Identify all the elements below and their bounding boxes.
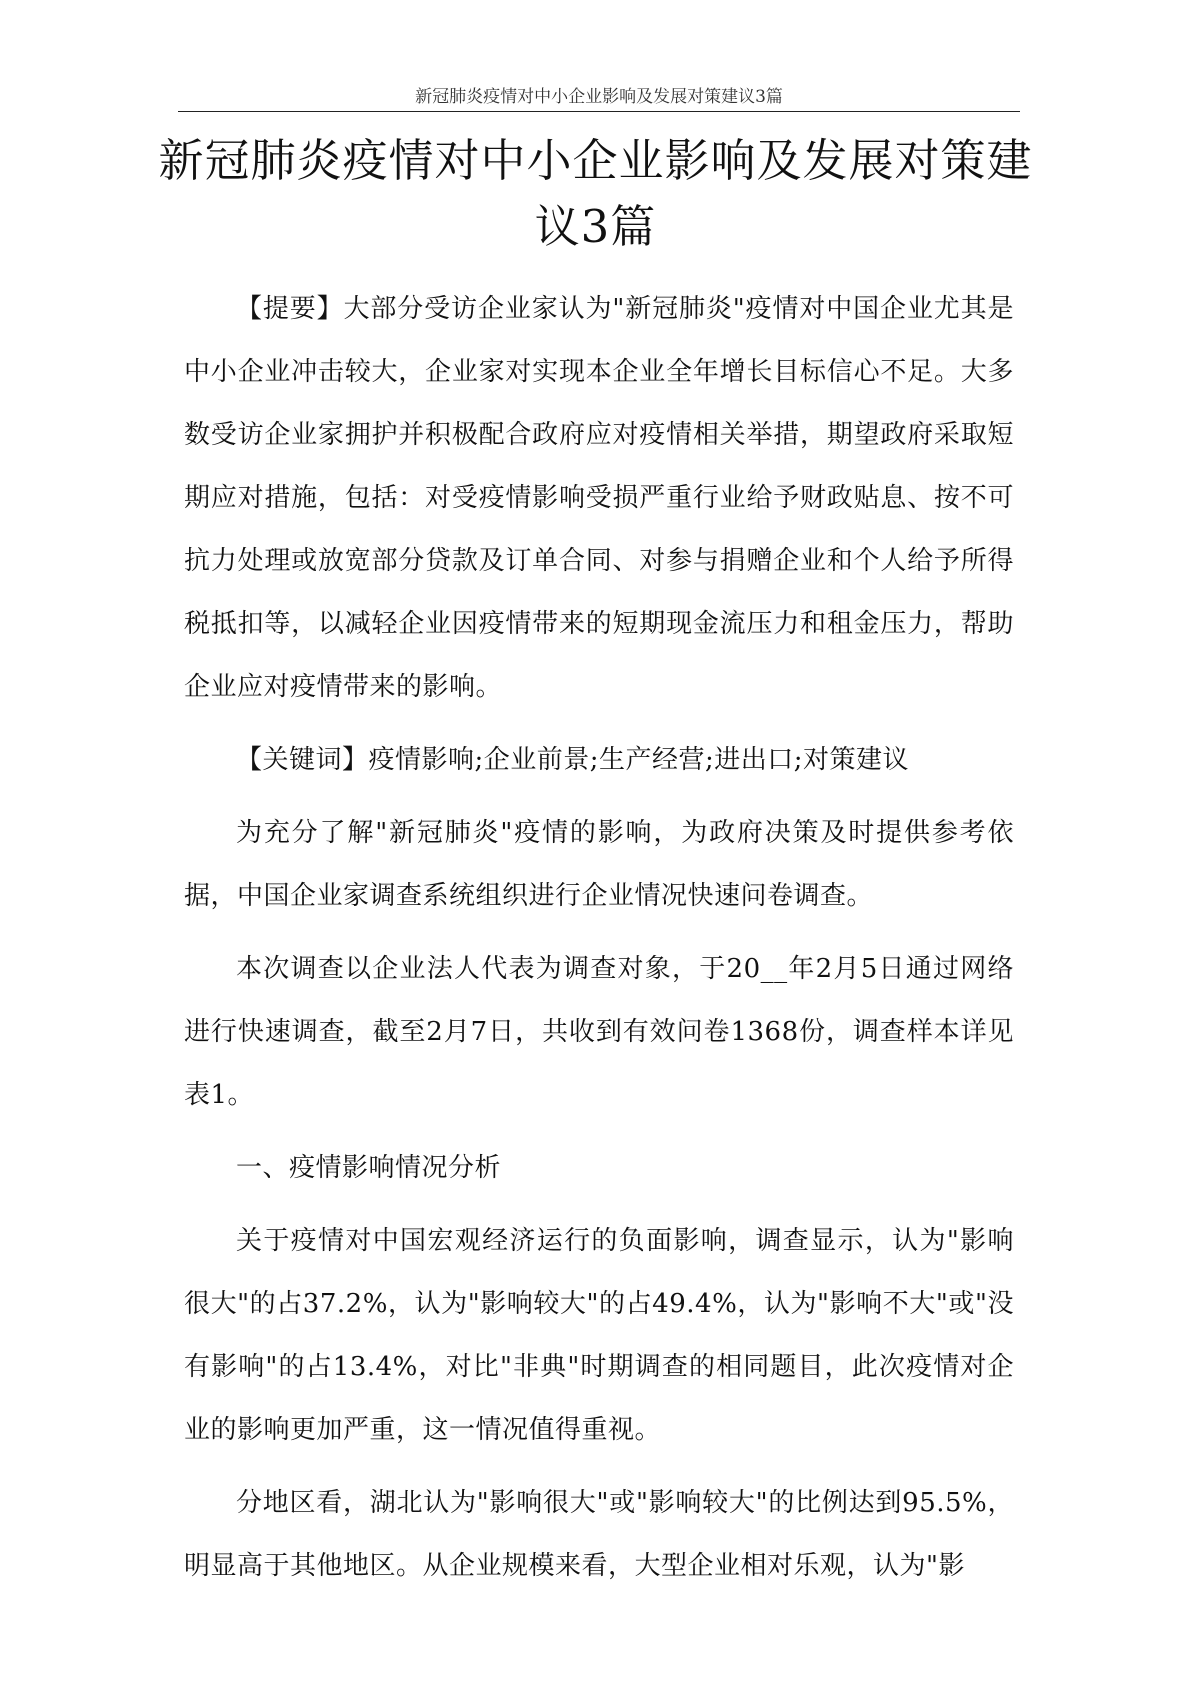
- body-paragraph: 关于疫情对中国宏观经济运行的负面影响，调查显示，认为"影响很大"的占37.2%，认为"影响较大"的占49.4%，认为"影响不大"或"没有影响"的占13.4%，对比"非典"时期调查的相同题目，此次疫情对企业的影响更加严重，这一情况值得重视。: [184, 1226, 1014, 1445]
- body-paragraph: 分地区看，湖北认为"影响很大"或"影响较大"的比例达到95.5%，明显高于其他地区。从企业规模来看，大型企业相对乐观，认为"影: [184, 1488, 1014, 1581]
- document-title: 新冠肺炎疫情对中小企业影响及发展对策建议3篇: [158, 134, 1033, 253]
- document-body: [184, 278, 1014, 1608]
- body-paragraph: 本次调查以企业法人代表为调查对象，于20__年2月5日通过网络进行快速调查，截至2月7日，共收到有效问卷1368份，调查样本详见表1。: [184, 954, 1014, 1110]
- running-header: 新冠肺炎疫情对中小企业影响及发展对策建议3篇: [178, 84, 1020, 112]
- section-heading: 一、疫情影响情况分析: [236, 1153, 502, 1183]
- keywords-paragraph: 【关键词】疫情影响;企业前景;生产经营;进出口;对策建议: [236, 745, 910, 775]
- body-paragraph: 为充分了解"新冠肺炎"疫情的影响，为政府决策及时提供参考依据，中国企业家调查系统组织进行企业情况快速问卷调查。: [184, 818, 1014, 911]
- abstract-paragraph: 【提要】大部分受访企业家认为"新冠肺炎"疫情对中国企业尤其是中小企业冲击较大，企业家对实现本企业全年增长目标信心不足。大多数受访企业家拥护并积极配合政府应对疫情相关举措，期望政府采取短期应对措施，包括：对受疫情影响受损严重行业给予财政贴息、按不可抗力处理或放宽部分贷款及订单合同、对参与捐赠企业和个人给予所得税抵扣等，以减轻企业因疫情带来的短期现金流压力和租金压力，帮助企业应对疫情带来的影响。: [184, 294, 1014, 702]
